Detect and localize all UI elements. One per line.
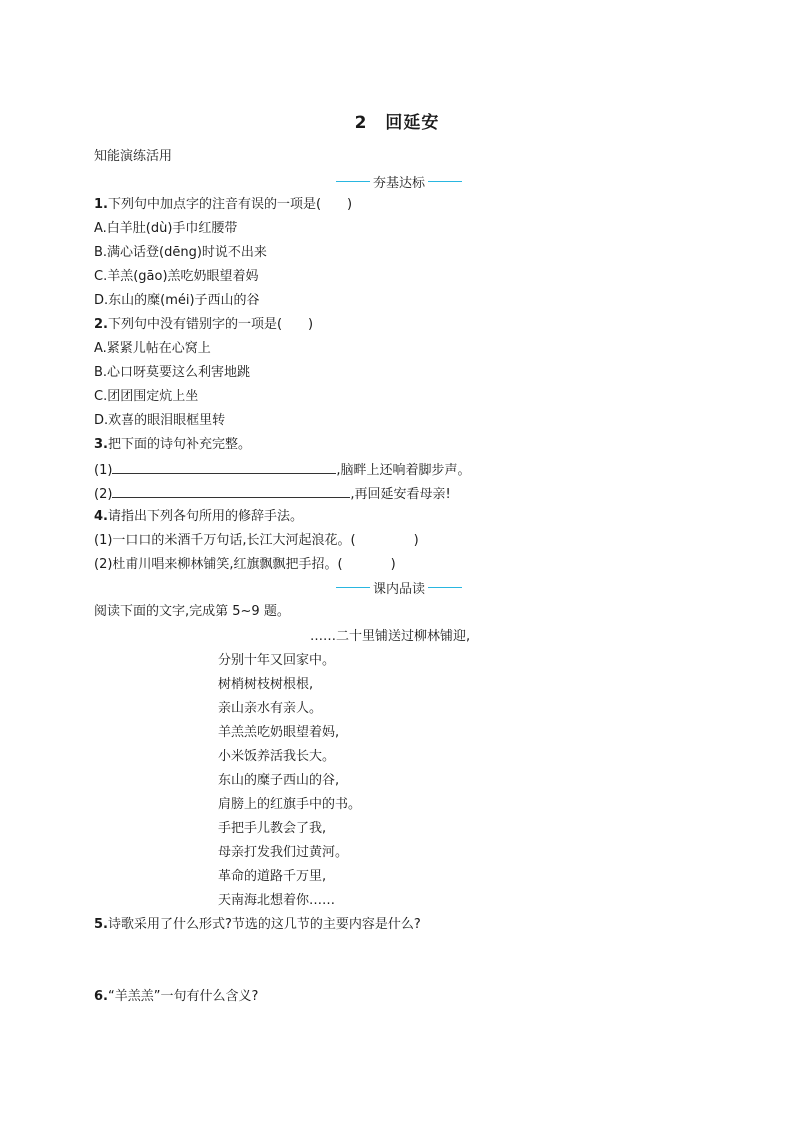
question-text: 请指出下列各句所用的修辞手法。 xyxy=(107,509,303,524)
poem-line: 羊羔羔吃奶眼望着妈, xyxy=(218,725,340,740)
item-text: (2)杜甫川唱来柳林铺笑,红旗飘飘把手招。( xyxy=(94,557,343,572)
poem-line: 分别十年又回家中。 xyxy=(218,653,336,668)
section-rule-left xyxy=(336,587,370,588)
question-5-stem xyxy=(94,916,421,934)
section-header-reading xyxy=(336,578,462,596)
question-4-stem xyxy=(94,508,303,526)
question-number: 6. xyxy=(94,989,108,1004)
question-1-option-b: B.满心话登(dēng)时说不出来 xyxy=(94,245,267,260)
poem-line: 革命的道路千万里, xyxy=(218,869,327,884)
lesson-number: 2 xyxy=(354,113,368,133)
question-1-stem xyxy=(94,196,352,214)
item-close: ) xyxy=(413,533,419,548)
item-text: (1)一口口的米酒千万句话,长江大河起浪花。( xyxy=(94,533,356,548)
question-text: 下列句中没有错别字的一项是( ) xyxy=(107,317,314,332)
question-number: 3. xyxy=(94,437,108,452)
poem-line: 母亲打发我们过黄河。 xyxy=(218,845,349,860)
item-tail: ,脑畔上还响着脚步声。 xyxy=(336,463,471,478)
item-tail: ,再回延安看母亲! xyxy=(350,487,451,502)
question-number: 4. xyxy=(94,509,108,524)
lesson-title: 回延安 xyxy=(385,113,440,133)
poem-line: 东山的糜子西山的谷, xyxy=(218,773,340,788)
section-rule-right xyxy=(428,587,462,588)
question-1-option-c: C.羊羔(gāo)羔吃奶眼望着妈 xyxy=(94,269,259,284)
question-2-stem xyxy=(94,316,313,334)
question-2-option-d: D.欢喜的眼泪眼框里转 xyxy=(94,413,226,428)
question-text: “羊羔羔”一句有什么含义? xyxy=(107,989,259,1004)
fill-blank[interactable] xyxy=(112,484,350,498)
poem-line-first: ……二十里铺送过柳林铺迎, xyxy=(310,629,471,644)
question-3-item-1 xyxy=(94,460,471,480)
section-label: 夯基达标 xyxy=(373,175,426,191)
question-1-option-a: A.白羊肚(dù)手巾红腰带 xyxy=(94,221,238,236)
question-4-item-2 xyxy=(94,556,396,574)
question-text: 把下面的诗句补充完整。 xyxy=(107,437,251,452)
poem-line: 树梢树枝树根根, xyxy=(218,677,314,692)
poem-line: 小米饭养活我长大。 xyxy=(218,749,336,764)
section-label: 课内品读 xyxy=(373,581,426,597)
poem-line: 肩膀上的红旗手中的书。 xyxy=(218,797,362,812)
item-label: (1) xyxy=(94,463,113,478)
question-2-option-c: C.团团围定炕上坐 xyxy=(94,389,199,404)
question-2-option-b: B.心口呀莫要这么利害地跳 xyxy=(94,365,251,380)
question-3-stem xyxy=(94,436,251,454)
question-number: 2. xyxy=(94,317,108,332)
subtitle: 知能演练活用 xyxy=(94,149,173,164)
question-number: 5. xyxy=(94,917,108,932)
section-header-basic xyxy=(336,172,462,190)
section-rule-right xyxy=(428,181,462,182)
reading-instructions: 阅读下面的文字,完成第 5~9 题。 xyxy=(94,604,290,619)
question-2-option-a: A.紧紧儿帖在心窝上 xyxy=(94,341,211,356)
item-close: ) xyxy=(390,557,396,572)
poem-line: 手把手儿教会了我, xyxy=(218,821,327,836)
poem-line: 天南海北想着你…… xyxy=(218,893,336,908)
item-label: (2) xyxy=(94,487,113,502)
question-text: 下列句中加点字的注音有误的一项是( ) xyxy=(107,197,353,212)
question-4-item-1 xyxy=(94,532,419,550)
fill-blank[interactable] xyxy=(112,460,336,474)
question-1-option-d: D.东山的糜(méi)子西山的谷 xyxy=(94,293,260,308)
section-rule-left xyxy=(336,181,370,182)
question-number: 1. xyxy=(94,197,108,212)
page-title xyxy=(0,108,794,133)
question-6-stem xyxy=(94,988,258,1006)
question-text: 诗歌采用了什么形式?节选的这几节的主要内容是什么? xyxy=(107,917,421,932)
poem-line: 亲山亲水有亲人。 xyxy=(218,701,323,716)
question-3-item-2 xyxy=(94,484,451,504)
